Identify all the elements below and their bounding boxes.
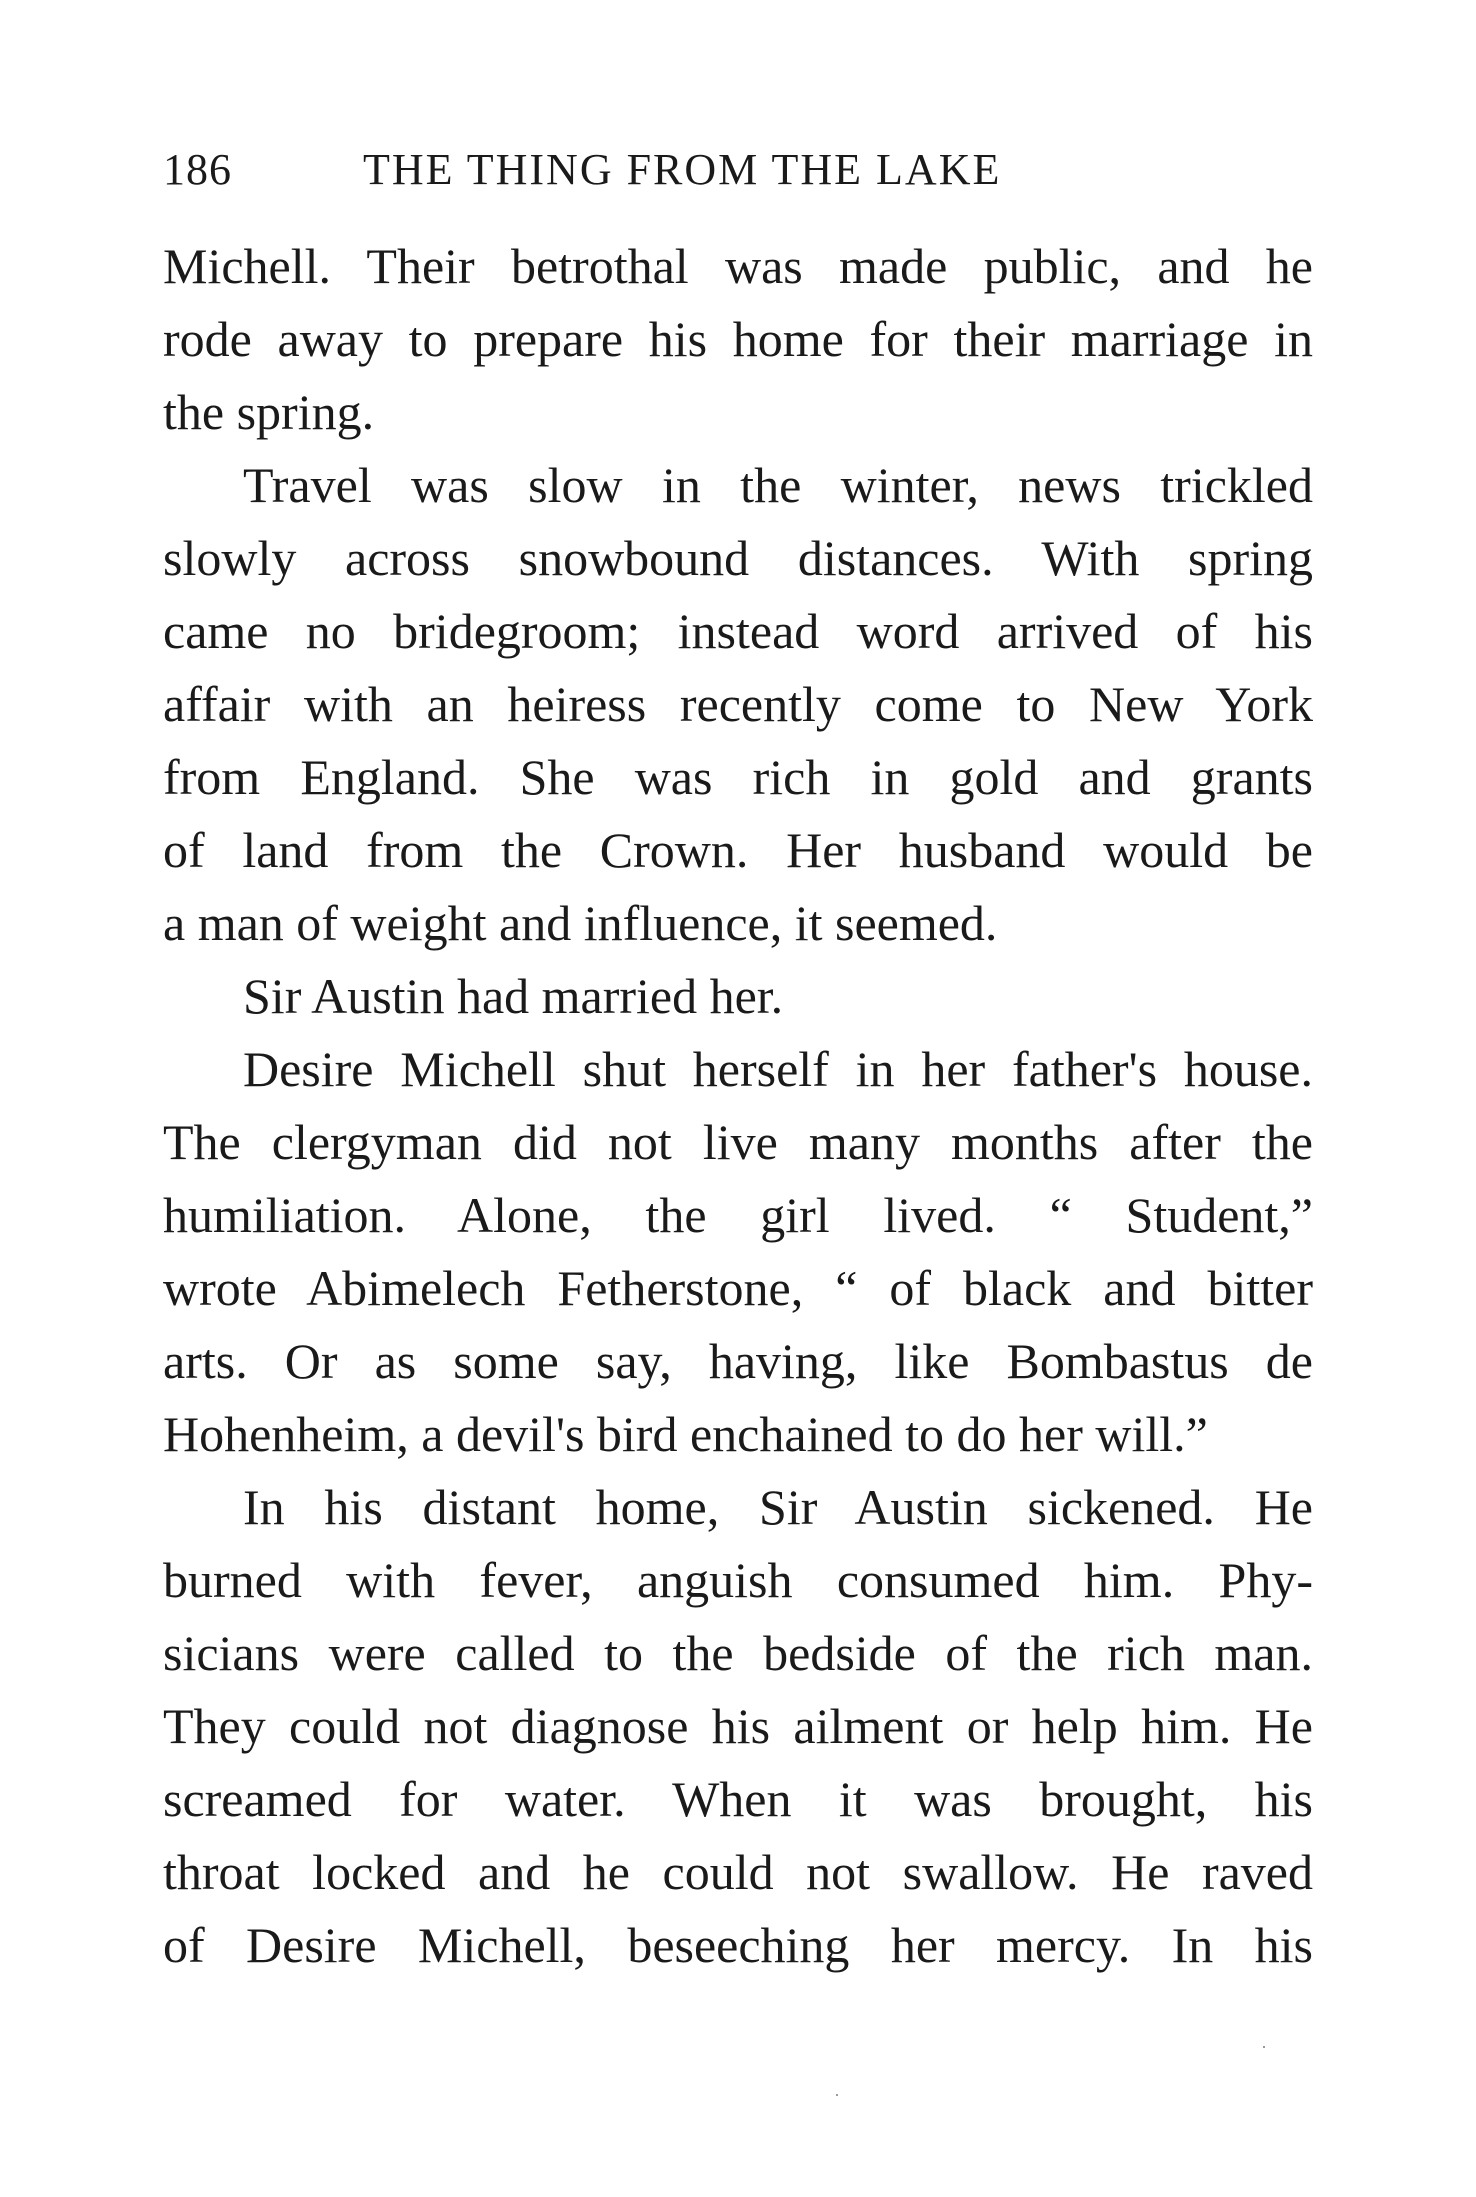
text-line: came no bridegroom; instead word arrived of his [163, 603, 1313, 659]
text-line: slowly across snowbound distances. With spring [163, 530, 1313, 586]
text-line: rode away to prepare his home for their marriage in [163, 311, 1313, 367]
text-line: Sir Austin had married her. [243, 968, 784, 1024]
text-line: of Desire Michell, beseeching her mercy. In his [163, 1917, 1313, 1973]
text-line: screamed for water. When it was brought, his [163, 1771, 1313, 1827]
body-text [163, 230, 1313, 1982]
text-line: affair with an heiress recently come to New York [163, 676, 1313, 732]
text-line: Michell. Their betrothal was made public, and he [163, 238, 1313, 294]
text-line: a man of weight and influence, it seemed. [163, 895, 998, 951]
text-line: They could not diagnose his ailment or help him. He [163, 1698, 1313, 1754]
text-line: The clergyman did not live many months after the [163, 1114, 1313, 1170]
paper-speck [836, 2094, 838, 2096]
text-line: of land from the Crown. Her husband would be [163, 822, 1313, 878]
text-line: throat locked and he could not swallow. He raved [163, 1844, 1313, 1900]
paper-speck [1263, 2046, 1265, 2048]
text-line: humiliation. Alone, the girl lived. “ Student,” [163, 1187, 1313, 1243]
running-head [163, 140, 1313, 200]
text-line: arts. Or as some say, having, like Bombastus de [163, 1333, 1313, 1389]
text-line: Desire Michell shut herself in her father's house. [243, 1041, 1313, 1097]
text-line: wrote Abimelech Fetherstone, “ of black and bitter [163, 1260, 1313, 1316]
text-line: In his distant home, Sir Austin sickened. He [243, 1479, 1313, 1535]
text-line: sicians were called to the bedside of the rich man. [163, 1625, 1313, 1681]
page-number: 186 [163, 145, 232, 194]
text-line: Hohenheim, a devil's bird enchained to do her will.” [163, 1406, 1208, 1462]
book-title: THE THING FROM THE LAKE [363, 145, 1002, 194]
text-line: the spring. [163, 384, 375, 440]
text-line: Travel was slow in the winter, news trickled [243, 457, 1313, 513]
text-line: from England. She was rich in gold and grants [163, 749, 1313, 805]
text-line: burned with fever, anguish consumed him. Phy- [163, 1552, 1313, 1608]
